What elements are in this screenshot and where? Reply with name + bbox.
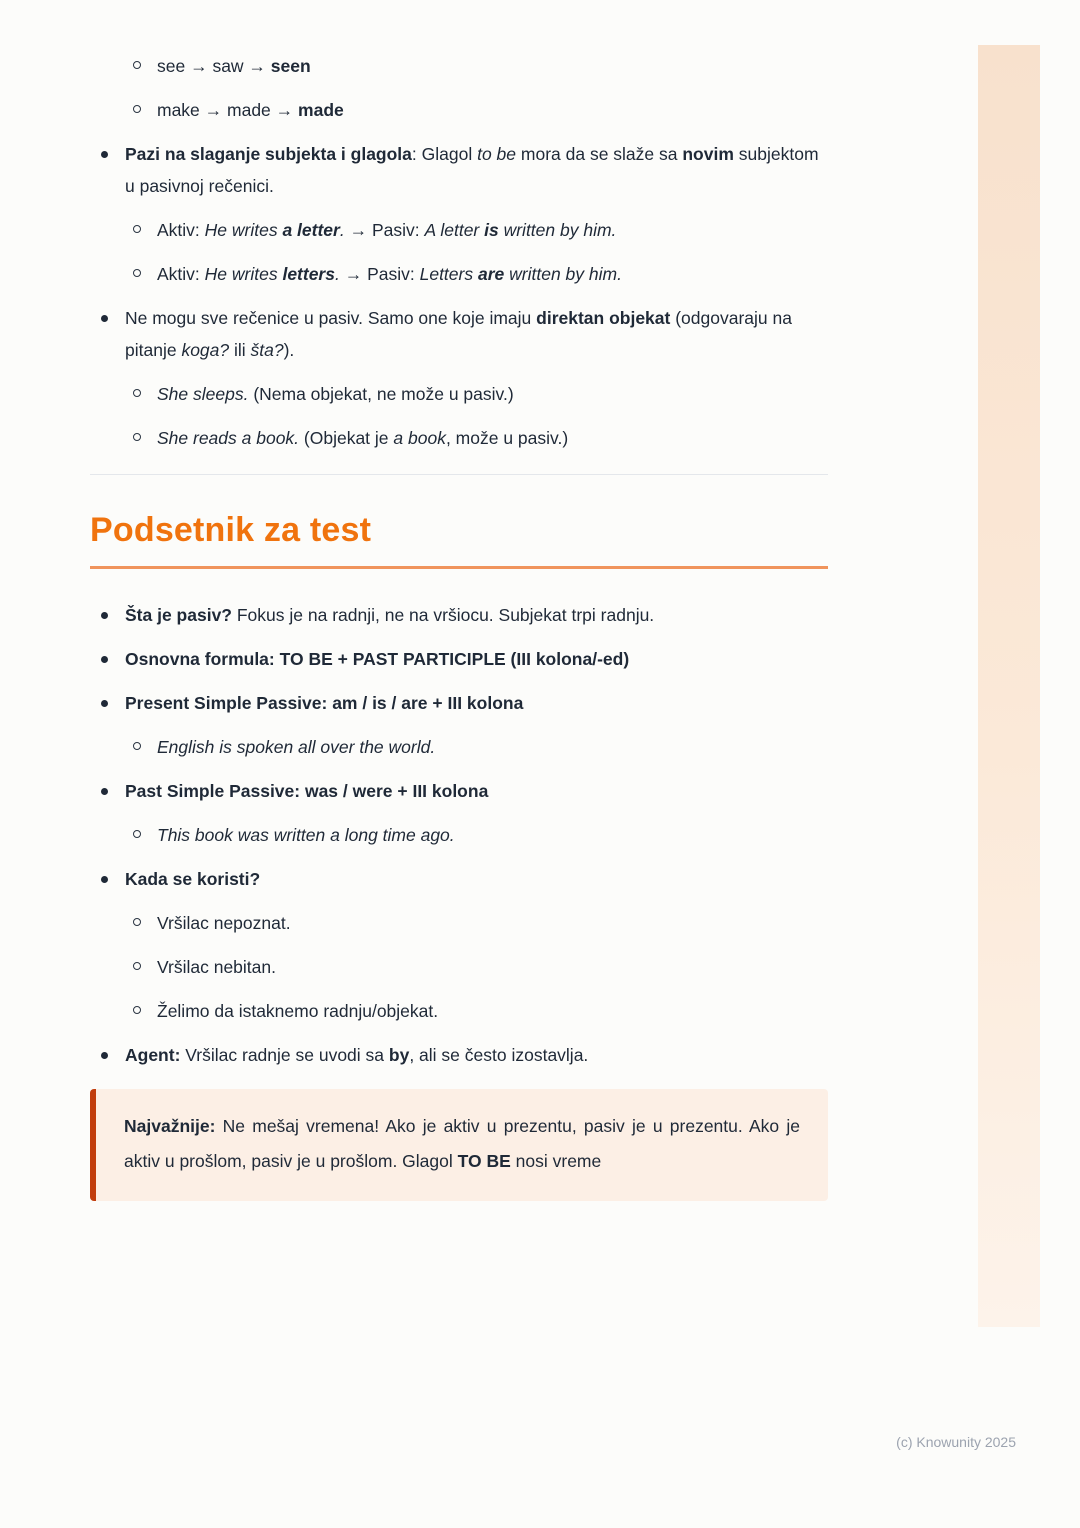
circle-bullet-icon: [133, 819, 157, 838]
circle-bullet-icon: [133, 258, 157, 277]
list-item: [90, 94, 828, 126]
list-item-text: make → made → made: [157, 100, 344, 120]
list-item-text: This book was written a long time ago.: [157, 825, 455, 845]
list-item-text: Šta je pasiv? Fokus je na radnji, ne na vršiocu. Subjekat trpi radnju.: [125, 605, 655, 625]
bullet-icon: [90, 302, 125, 322]
list-item-text: see → saw → seen: [157, 56, 311, 76]
list-item-text: English is spoken all over the world.: [157, 737, 436, 757]
bullet-icon: [90, 138, 125, 158]
circle-bullet-icon: [133, 50, 157, 69]
bullet-icon: [90, 643, 125, 663]
list-item-text: Aktiv: He writes letters. → Pasiv: Letters are written by him.: [157, 264, 622, 284]
list-item-text: Kada se koristi?: [125, 869, 261, 889]
list-item: [90, 214, 828, 246]
circle-bullet-icon: [133, 907, 157, 926]
list-item: [90, 1039, 828, 1071]
circle-bullet-icon: [133, 951, 157, 970]
list-item-text: Agent: Vršilac radnje se uvodi sa by, ali se često izostavlja.: [125, 1045, 589, 1065]
list-item: [90, 258, 828, 290]
list-item-text: Past Simple Passive: was / were + III kolona: [125, 781, 489, 801]
list-item: [90, 643, 828, 675]
list-item-text: Vršilac nebitan.: [157, 957, 276, 977]
list-item: [90, 995, 828, 1027]
circle-bullet-icon: [133, 378, 157, 397]
bullet-icon: [90, 775, 125, 795]
list-item: [90, 687, 828, 719]
list-item-text: Ne mogu sve rečenice u pasiv. Samo one koje imaju direktan objekat (odgovaraju na pitanje koga? ili šta?).: [125, 308, 792, 360]
bullet-icon: [90, 863, 125, 883]
list-item: [90, 863, 828, 895]
footer-credit: (c) Knowunity 2025: [896, 1434, 1016, 1450]
list-item-text: Pazi na slaganje subjekta i glagola: Glagol to be mora da se slaže sa novim subjektom u pasivnoj rečenici.: [125, 144, 819, 196]
list-item-text: She reads a book. (Objekat je a book, može u pasiv.): [157, 428, 569, 448]
list-item: [90, 819, 828, 851]
list-item-text: Želimo da istaknemo radnju/objekat.: [157, 1001, 439, 1021]
circle-bullet-icon: [133, 214, 157, 233]
list-item: [90, 302, 828, 366]
list-item: [90, 50, 828, 82]
content-column: [90, 50, 828, 1201]
bullet-icon: [90, 599, 125, 619]
list-item: [90, 731, 828, 763]
list-item: [90, 775, 828, 807]
section-divider: [90, 474, 828, 475]
list-item: [90, 907, 828, 939]
list-item: [90, 599, 828, 631]
bullet-icon: [90, 687, 125, 707]
list-item: [90, 951, 828, 983]
callout-text: Najvažnije: Ne mešaj vremena! Ako je aktiv u prezentu, pasiv je u prezentu. Ako je aktiv u prošlom, pasiv je u prošlom. Glagol TO BE nosi vreme: [124, 1116, 800, 1171]
callout-box: [90, 1089, 828, 1201]
circle-bullet-icon: [133, 422, 157, 441]
list-item: [90, 378, 828, 410]
circle-bullet-icon: [133, 995, 157, 1014]
circle-bullet-icon: [133, 94, 157, 113]
list-item-text: Osnovna formula: TO BE + PAST PARTICIPLE (III kolona/-ed): [125, 649, 630, 669]
list-item: [90, 138, 828, 202]
list-item: [90, 422, 828, 454]
list-item-text: Vršilac nepoznat.: [157, 913, 291, 933]
page-edge-strip: [978, 45, 1040, 1327]
section-heading: Podsetnik za test: [90, 511, 828, 569]
list-item-text: Aktiv: He writes a letter. → Pasiv: A letter is written by him.: [157, 220, 617, 240]
list-item-text: She sleeps. (Nema objekat, ne može u pasiv.): [157, 384, 514, 404]
circle-bullet-icon: [133, 731, 157, 750]
bullet-icon: [90, 1039, 125, 1059]
list-item-text: Present Simple Passive: am / is / are + III kolona: [125, 693, 524, 713]
